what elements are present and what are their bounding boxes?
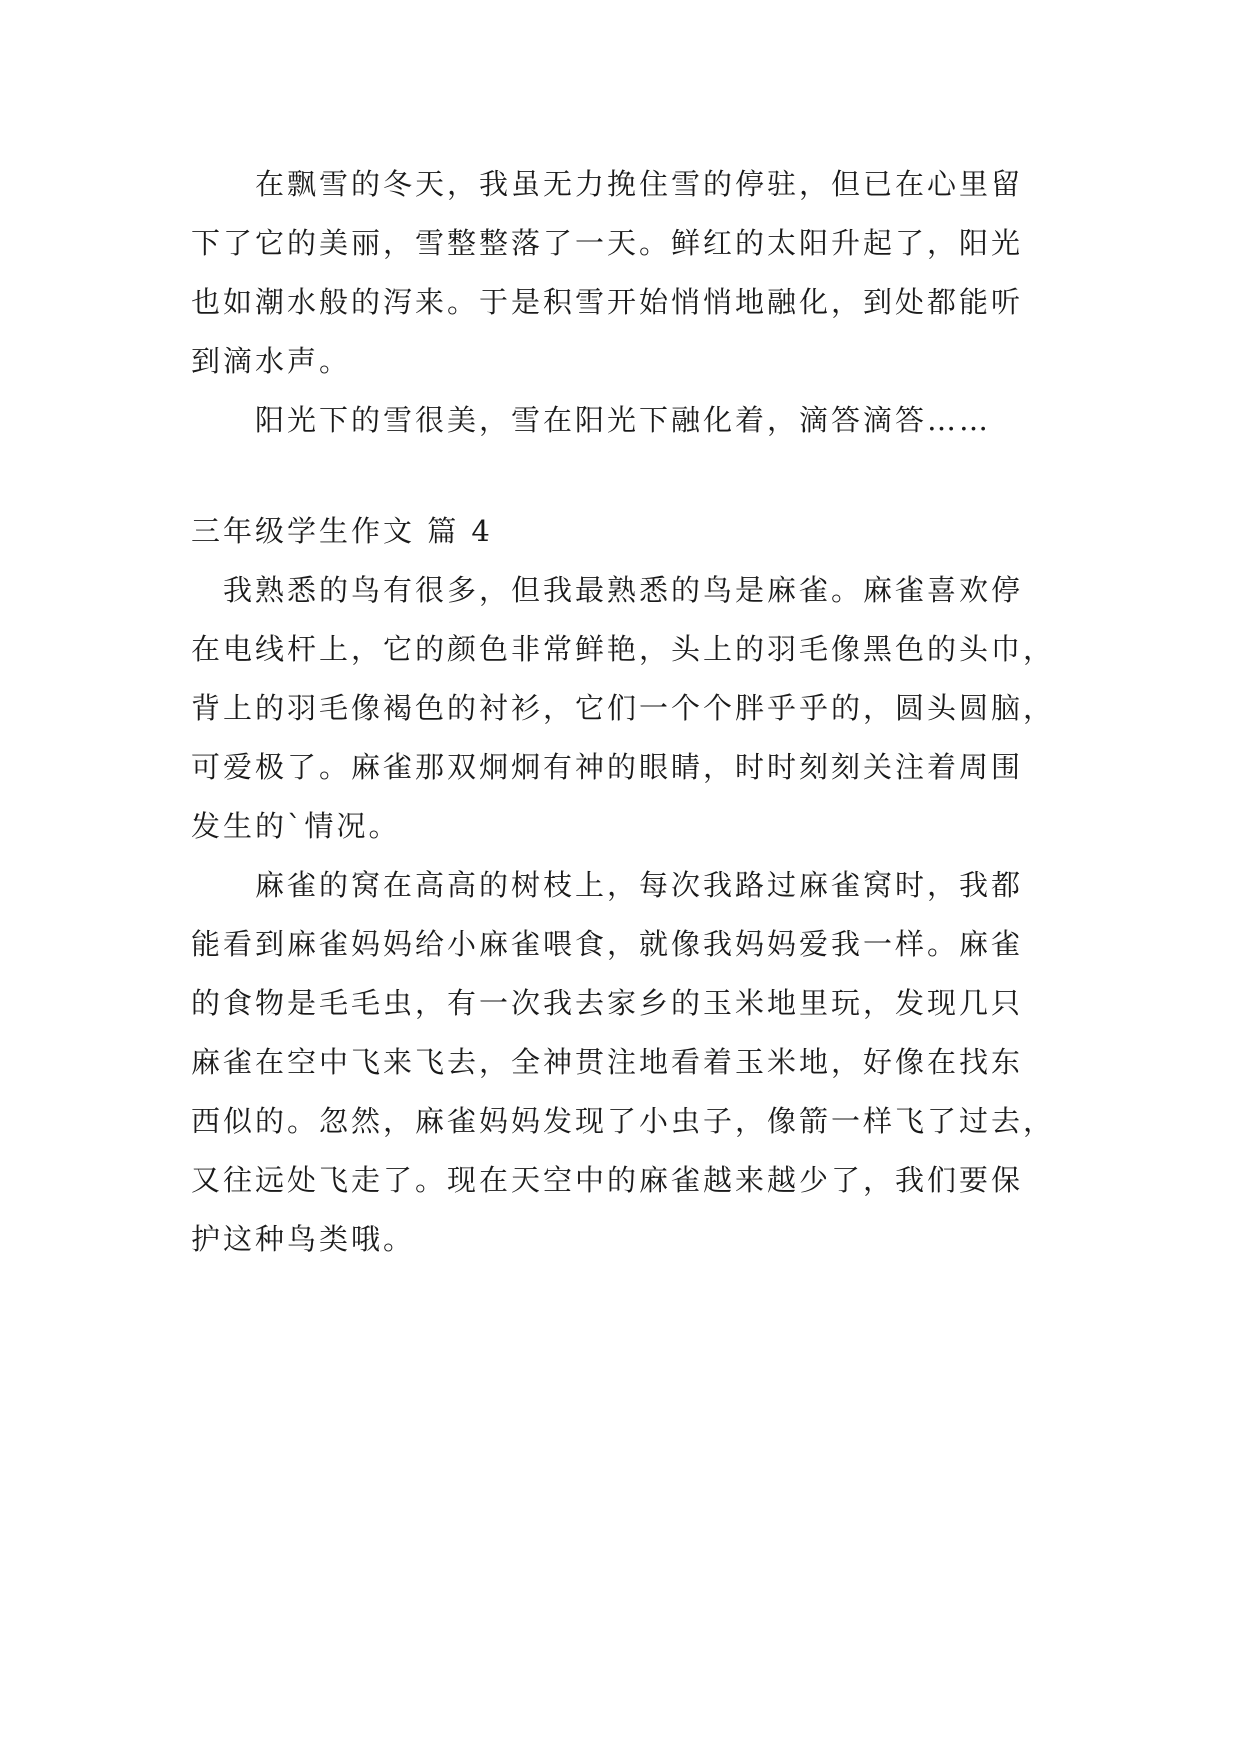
text-line: 护这种鸟类哦。 (191, 1222, 416, 1256)
text-line: 又往远处飞走了。现在天空中的麻雀越来越少了，我们要保 (191, 1163, 1024, 1197)
text-line: 麻雀在空中飞来飞去，全神贯注地看着玉米地，好像在找东 (191, 1045, 1024, 1079)
text-line: 的食物是毛毛虫，有一次我去家乡的玉米地里玩，发现几只 (191, 986, 1024, 1020)
text-line: 也如潮水般的泻来。于是积雪开始悄悄地融化，到处都能听 (191, 285, 1024, 319)
text-line: 在电线杆上，它的颜色非常鲜艳，头上的羽毛像黑色的头巾， (191, 632, 1056, 666)
text-line: 可爱极了。麻雀那双炯炯有神的眼睛，时时刻刻关注着周围 (191, 750, 1024, 784)
text-line: 麻雀的窝在高高的树枝上，每次我路过麻雀窝时，我都 (255, 868, 1024, 902)
section-heading: 三年级学生作文 篇 4 (191, 514, 493, 548)
text-line: 能看到麻雀妈妈给小麻雀喂食，就像我妈妈爱我一样。麻雀 (191, 927, 1024, 961)
paragraph-sunlight (191, 391, 1051, 450)
text-line: 我熟悉的鸟有很多，但我最熟悉的鸟是麻雀。麻雀喜欢停 (223, 573, 1024, 607)
text-line: 阳光下的雪很美，雪在阳光下融化着，滴答滴答…… (255, 403, 992, 437)
text-line: 下了它的美丽，雪整整落了一天。鲜红的太阳升起了，阳光 (191, 226, 1024, 260)
paragraph-sparrow-intro (191, 561, 1056, 856)
paragraph-snow (191, 155, 1051, 391)
text-line: 背上的羽毛像褐色的衬衫，它们一个个胖乎乎的，圆头圆脑， (191, 691, 1056, 725)
paragraph-sparrow-nest (191, 856, 1056, 1269)
section-spacer (191, 450, 1051, 502)
document-body (191, 155, 1056, 1269)
text-line: 在飘雪的冬天，我虽无力挽住雪的停驻，但已在心里留 (255, 167, 1024, 201)
text-line: 西似的。忽然，麻雀妈妈发现了小虫子，像箭一样飞了过去， (191, 1104, 1056, 1138)
text-line: 到滴水声。 (191, 344, 352, 378)
text-line: 发生的`情况。 (191, 809, 401, 843)
